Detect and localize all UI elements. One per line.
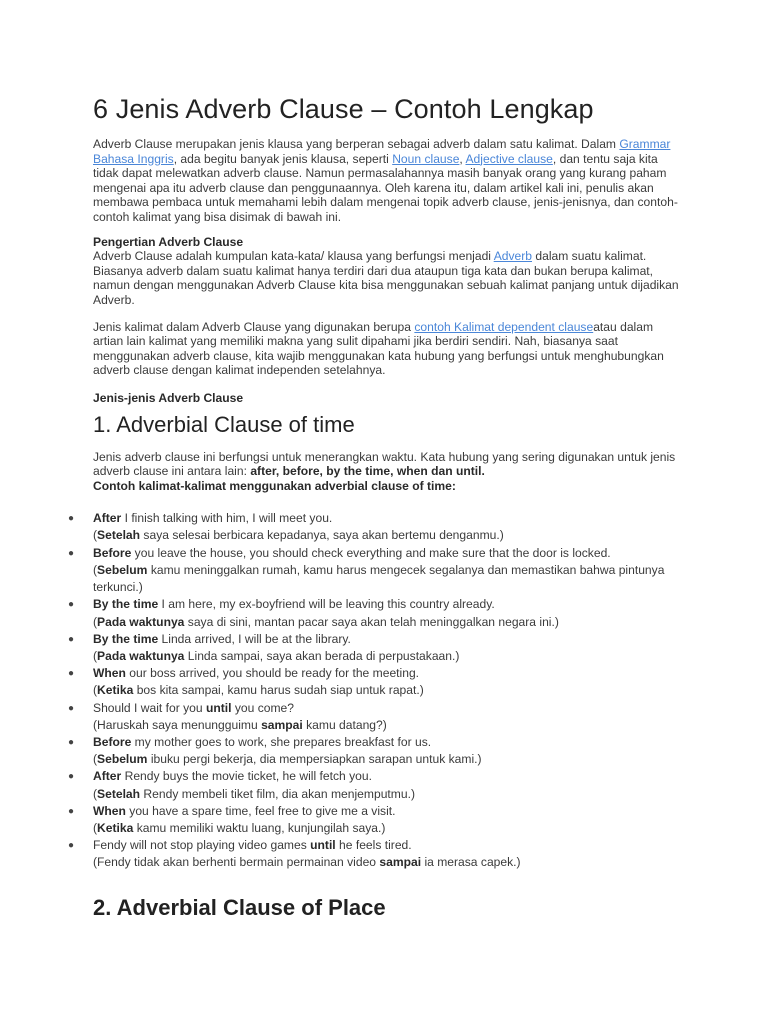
section-1-title: 1. Adverbial Clause of time bbox=[93, 411, 355, 437]
translation: (Ketika bos kita sampai, kamu harus sudah siap untuk rapat.) bbox=[93, 683, 424, 698]
intro-text-1: Adverb Clause merupakan jenis klausa yang berperan sebagai adverb dalam satu kalimat. Dalam bbox=[93, 137, 620, 151]
examples-list bbox=[68, 510, 683, 871]
link-noun-clause[interactable]: Noun clause bbox=[392, 151, 460, 166]
translation: (Pada waktunya Linda sampai, saya akan berada di perpustakaan.) bbox=[93, 648, 460, 663]
bullet-icon: ● bbox=[68, 736, 75, 748]
list-item: ● By the time Linda arrived, I will be at the library. (Pada waktunya Linda sampai, saya akan berada di perpustakaan.) bbox=[93, 631, 683, 665]
jenis-text-1: Jenis kalimat dalam Adverb Clause yang digunakan berupa bbox=[93, 319, 415, 334]
list-item: ● After I finish talking with him, I will meet you. (Setelah saya selesai berbicara kepadanya, saya akan bertemu denganmu.) bbox=[93, 510, 683, 544]
link-adverb[interactable]: Adverb bbox=[493, 249, 533, 264]
bullet-icon: ● bbox=[68, 547, 75, 559]
list-item: ● When our boss arrived, you should be ready for the meeting. (Ketika bos kita sampai, kamu harus sudah siap untuk rapat.) bbox=[93, 665, 683, 699]
intro-text-3: , bbox=[459, 151, 466, 166]
bullet-icon: ● bbox=[68, 771, 75, 783]
pengertian-paragraph bbox=[93, 249, 683, 307]
section-1-desc-text: Jenis adverb clause ini berfungsi untuk menerangkan waktu. Kata hubung yang sering digunakan untuk jenis adverb clause ini antara lain: bbox=[93, 449, 676, 479]
link-grammar-bahasa-inggris[interactable]: Grammar Bahasa Inggris bbox=[93, 137, 671, 166]
list-item: ● Fendy will not stop playing video games until he feels tired. (Fendy tidak akan berhenti bermain permainan video sampai ia merasa capek.) bbox=[93, 837, 683, 871]
translation: (Setelah Rendy membeli tiket film, dia akan menjemputmu.) bbox=[93, 786, 415, 801]
bullet-icon: ● bbox=[68, 633, 75, 645]
jenis-paragraph bbox=[93, 320, 683, 378]
bullet-icon: ● bbox=[68, 840, 75, 852]
bullet-icon: ● bbox=[68, 513, 75, 525]
pengertian-text-1: Adverb Clause adalah kumpulan kata-kata/ klausa yang berfungsi menjadi bbox=[93, 249, 494, 264]
jenis-text-2: atau dalam artian lain kalimat yang memiliki makna yang sulit dipahami jika berdiri sendiri. Nah, biasanya saat menggunakan adverb clause, kita wajib menggunakan kata hubung yang berfungsi untuk menghubungkan adverb clause dengan kalimat independen setelahnya. bbox=[93, 319, 664, 378]
link-adjective-clause[interactable]: Adjective clause bbox=[465, 151, 553, 166]
list-item: ● Before you leave the house, you should check everything and make sure that the door is locked. (Sebelum kamu meninggalkan rumah, kamu harus mengecek segalanya dan memastikan bahwa pintunya terkunci.) bbox=[93, 545, 683, 597]
intro-paragraph bbox=[93, 137, 683, 225]
list-item: ● Before my mother goes to work, she prepares breakfast for us. (Sebelum ibuku pergi bekerja, dia mempersiapkan sarapan untuk kami.) bbox=[93, 734, 683, 768]
translation: (Haruskah saya menungguimu sampai kamu datang?) bbox=[93, 717, 387, 732]
section-1-conjunctions: after, before, by the time, when dan until. bbox=[250, 464, 485, 479]
list-item: ● By the time I am here, my ex-boyfriend will be leaving this country already. (Pada waktunya saya di sini, mantan pacar saya akan telah meninggalkan negara ini.) bbox=[93, 596, 683, 630]
pengertian-text-2: dalam suatu kalimat. Biasanya adverb dalam suatu kalimat hanya terdiri dari dua ataupun tiga kata dan bukan berupa kalimat, namun dengan menggunakan Adverb Clause kita bisa menggunakan sebuah kalimat panjang untuk dijadikan Adverb. bbox=[93, 249, 679, 307]
translation: (Pada waktunya saya di sini, mantan pacar saya akan telah meninggalkan negara ini.) bbox=[93, 614, 559, 629]
list-item: ● After Rendy buys the movie ticket, he will fetch you. (Setelah Rendy membeli tiket film, dia akan menjemputmu.) bbox=[93, 768, 683, 802]
link-dependent-clause[interactable]: contoh Kalimat dependent clause bbox=[414, 319, 594, 334]
section-1-examples-intro: Contoh kalimat-kalimat menggunakan adverbial clause of time: bbox=[93, 478, 456, 493]
translation: (Sebelum kamu meninggalkan rumah, kamu harus mengecek segalanya dan memastikan bahwa pintunya terkunci.) bbox=[93, 562, 665, 595]
translation: (Ketika kamu memiliki waktu luang, kunjungilah saya.) bbox=[93, 820, 386, 835]
list-item: ● Should I wait for you until you come? (Haruskah saya menungguimu sampai kamu datang?) bbox=[93, 700, 683, 734]
translation: (Setelah saya selesai berbicara kepadanya, saya akan bertemu denganmu.) bbox=[93, 528, 504, 543]
list-item: ● When you have a spare time, feel free to give me a visit. (Ketika kamu memiliki waktu luang, kunjungilah saya.) bbox=[93, 803, 683, 837]
bullet-icon: ● bbox=[68, 668, 75, 680]
bullet-icon: ● bbox=[68, 599, 75, 611]
intro-text-4: , dan tentu saja kita tidak dapat melewatkan adverb clause. Namun permasalahannya masih banyak orang yang kurang paham mengenai apa itu adverb clause dan penggunaannya. Oleh karena itu, dalam artikel kali ini, penulis akan membawa pembaca untuk memahami lebih dalam mengenai topik adverb clause, jenis-jenisnya, dan contoh-contoh kalimat yang bisa disimak di bawah ini. bbox=[93, 151, 678, 224]
bullet-icon: ● bbox=[68, 702, 75, 714]
section-2-title: 2. Adverbial Clause of Place bbox=[93, 894, 386, 920]
jenis-heading: Jenis-jenis Adverb Clause bbox=[93, 390, 244, 405]
article bbox=[68, 92, 683, 922]
translation: (Sebelum ibuku pergi bekerja, dia mempersiapkan sarapan untuk kami.) bbox=[93, 752, 482, 767]
intro-text-2: , ada begitu banyak jenis klausa, seperti bbox=[173, 151, 393, 166]
translation: (Fendy tidak akan berhenti bermain permainan video sampai ia merasa capek.) bbox=[93, 855, 521, 870]
page-title: 6 Jenis Adverb Clause – Contoh Lengkap bbox=[93, 94, 594, 124]
pengertian-heading: Pengertian Adverb Clause bbox=[93, 234, 244, 249]
bullet-icon: ● bbox=[68, 805, 75, 817]
section-1-description bbox=[93, 450, 683, 494]
